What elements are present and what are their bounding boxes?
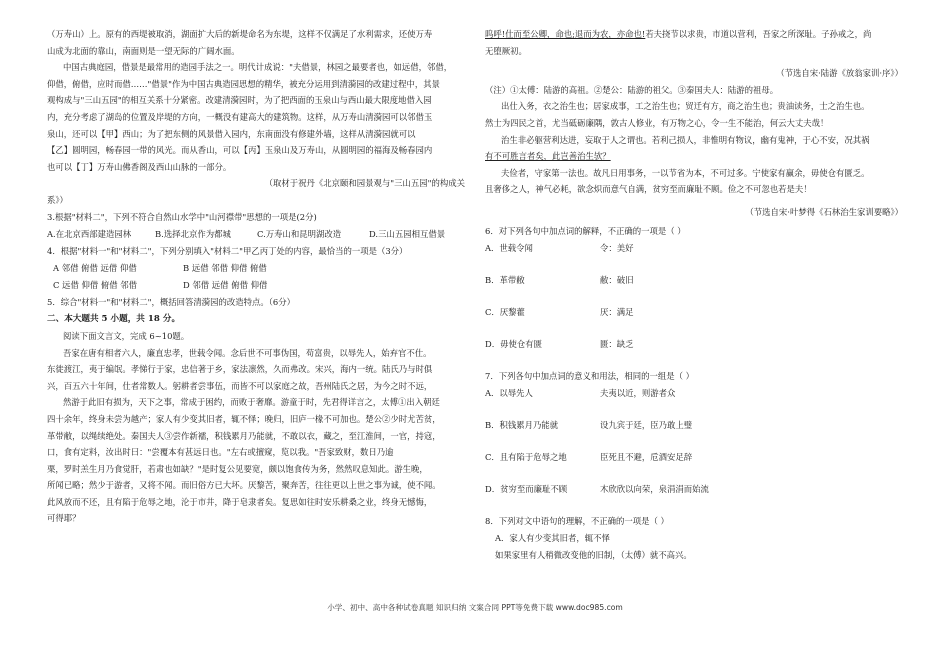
option-compare: 设九宾于廷，臣乃敢上璧 — [600, 419, 693, 430]
option-sentence: C．且有陷于危辱之地 — [485, 451, 567, 462]
option-compare: 木欣欣以向荣，泉涓涓而始流 — [600, 483, 709, 494]
classical-text-line: 四十余年，终身未尝为越产；家人有少变其旧者，辄不怿；晚归，旧庐一椽不可加也。楚公②少时尤苦贫， — [47, 413, 441, 424]
q8-option-a: A．家人有少变其旧者，辄不怿 — [495, 532, 610, 543]
underlined-sentence: 有不可胜言者矣，此岂善治生欤？ — [485, 151, 611, 162]
classical-text-line: 出仕入务，衣之治生也；居家成事，工之治生也；贸迁有方，商之治生也；贵油读务，士之治生也。 — [501, 101, 870, 112]
q7-option-a — [485, 385, 903, 417]
material-text-line: 内，充分考虑了湖岛的位置及岸堤的方向，一概没有建高大的建筑物。这样，从万寿山清漪园可以邻借玉 — [47, 111, 433, 122]
option-a: A.在北京西部建造园林 — [47, 228, 132, 239]
option-sentence: A．世载令闻 — [485, 242, 533, 253]
classical-text-line: 可得耶？ — [47, 513, 81, 524]
passage-source: （节选自宋·叶梦得《石林治生家训要略》） — [745, 206, 903, 217]
material-text-line: 【乙】圆明园，畅春园一带的风光。而从香山，可以【丙】玉泉山及万寿山，从圆明园的福海及畅春园内 — [47, 145, 433, 156]
section-heading: 二、本大题共 5 小题，共 18 分。 — [47, 313, 181, 324]
option-sentence: B．积钱累月乃能就 — [485, 419, 559, 430]
option-explanation: 匮：缺乏 — [600, 338, 634, 349]
classical-text-line: 此风放而不还，且有陷于危辱之地，沦于市井，降于皂隶者矣。复思如往时安乐耕桑之业，终身无憾悔， — [47, 496, 433, 507]
q6-option-b — [485, 272, 903, 304]
annotation-notes: （注）①太傅：陆游的高祖。②楚公：陆游的祖父。③秦国夫人：陆游的祖母。 — [485, 84, 779, 95]
classical-text-line: 东徙渡江，夷于编氓。孝悌行于家，忠信著于乡，家法凛然，久而弗改。宋兴，海内一统。陆氏乃与时俱 — [47, 364, 433, 375]
question-7: 7．下列各句中加点词的意义和用法，相同的一组是（ ） — [485, 370, 694, 381]
question-3: 3.根据"材料二"，下列不符合自然山水学中"山河襟带"思想的一项是(2分) — [47, 211, 317, 222]
q6-option-c — [485, 304, 903, 336]
option-c: C.万寿山和昆明湖改造 — [257, 228, 342, 239]
option-explanation: 敝：破旧 — [600, 274, 634, 285]
reading-instruction: 阅读下面文言文，完成 6~10题。 — [63, 330, 190, 341]
option-c: C 远借 仰借 俯借 邻借 — [53, 279, 138, 290]
option-explanation: 令：美好 — [600, 242, 634, 253]
option-compare: 夫夷以近，则游者众 — [600, 387, 676, 398]
q6-option-d — [485, 336, 903, 368]
question-3-options — [47, 226, 465, 243]
option-sentence: B．革带敝 — [485, 274, 525, 285]
material-text-line: 山成为北面的靠山，南面则是一望无际的广阔水面。 — [47, 45, 240, 56]
q7-option-c — [485, 449, 903, 481]
classical-text-line: 栗，罗时羔生月乃食觉肝，若肃也如缺？"是时复公见要宽，颇以饱食传为务，然然叹息知此。游生晚， — [47, 463, 428, 474]
option-sentence: D．贫穷至而廉耻不顾 — [485, 483, 568, 494]
material-text-line: 观构成与"三山五园"的相互关系十分紧密。改建清漪园时，为了把西面的玉泉山与西山最大限度地借入园 — [47, 95, 432, 106]
q7-option-b — [485, 417, 903, 449]
material-text-line: 仰借，俯借，应时而借……"借景"作为中国古典造园思想的精华，被充分运用到清漪园的改建过程中，其景 — [47, 78, 440, 89]
option-compare: 臣死且不避，卮酒安足辞 — [600, 451, 693, 462]
question-5: 5．综合"材料一"和"材料二"，概括回答清漪园的改造特点。（6分） — [47, 296, 295, 307]
classical-text-line: 吾家在唐有相者六人，廉直忠孝，世载令闻。念后世不可事伪国，苟富贵，以辱先人，始弃官不仕。 — [63, 347, 432, 358]
classical-text-line: 且奢侈之人，神气必耗，欲念炽而意气自满，贫穷至而廉耻不顾。俭之不可忽也若是夫！ — [485, 184, 812, 195]
left-column — [47, 26, 465, 527]
classical-text-line: 然游于此旧有损为，天下之事，常成于困约，而败于奢靡。游童于时，先君得详言之，太傅①出入朝廷 — [63, 397, 440, 408]
classical-text-line: 口，食有定料，汝出时曰："尝覆本有甚远日也。"左右或擅窥，览以我。"吾家致财，数日乃逾 — [47, 447, 394, 458]
option-d: D.三山五园相互借景 — [369, 228, 446, 239]
option-b: B.选择北京作为都城 — [155, 228, 231, 239]
option-sentence: C．厌黎藿 — [485, 306, 525, 317]
question-8: 8．下列对文中语句的理解，不正确的一项是（ ） — [485, 515, 669, 526]
material-source: （取材于祝丹《北京颐和园景观与"三山五园"的构成关 — [264, 178, 465, 189]
classical-text-line: 无堕厥初。 — [485, 45, 527, 56]
classical-text-line: 夫俭者，守家第一法也。故凡日用事务，一以节省为本，不可过多。宁使家有赢余，毋使仓有匮乏。 — [501, 167, 870, 178]
material-text-line: 中国古典庭园，借景是最常用的造园手法之一。明代计成说："夫借景，林园之最要者也，如远借，邻借， — [63, 62, 453, 73]
question-6: 6．对下列各句中加点词的解释，不正确的一项是（ ） — [485, 225, 686, 236]
question-4-options-row1 — [47, 260, 465, 277]
option-d: D 邻借 远借 俯借 仰借 — [183, 279, 268, 290]
q8-option-a-translation: 如果家里有人稍微改变他的旧制，（太傅）就不高兴。 — [495, 549, 692, 560]
classical-text-fragment: 若夫挠节以求贵，市道以营利，吾家之所深耻。子孙戒之，尚 — [645, 29, 872, 39]
underlined-sentence: 呜呼!仕而至公卿，命也;退而为农，亦命也! — [485, 29, 646, 39]
classical-text-line: 治生非必躯营利达进，妄取于人之谓也。若利己损人，非惟明有物议，幽有鬼神，于心不安，况其祸 — [501, 134, 870, 145]
page-footer: 小学、初中、高中各种试卷真题 知识归纳 文案合同 PPT等免费下载 www.doc985.com — [327, 603, 623, 612]
q7-option-d — [485, 481, 903, 513]
material-text-line: 也可以【丁】万寿山佛香阁及西山山脉的一部分。 — [47, 161, 232, 172]
passage-source: （节选自宋·陆游《放翁家训·序》） — [776, 68, 903, 79]
classical-text-line — [485, 26, 903, 43]
material-text-line: （万寿山）上。原有的西堤被取消，湖面扩大后的新堤命名为东堤，这样不仅满足了水利需求，还使万寿 — [47, 29, 433, 39]
option-sentence: D．毋使仓有匮 — [485, 338, 542, 349]
question-4: 4．根据"材料一"和"材料二"，下列分别填入"材料二"甲乙丙丁处的内容，最恰当的一项是（3分） — [47, 245, 408, 256]
option-sentence: A．以辱先人 — [485, 387, 533, 398]
classical-text-line: 革带敝，以绳续绝处。秦国夫人③尝作新襦，积钱累月乃能就，不敢以衣，藏之，至江淮间，一官，持寇， — [47, 430, 441, 441]
q6-option-a — [485, 240, 903, 272]
material-source-cont: 系》） — [47, 194, 68, 205]
classical-text-line: 所闻已略；然少于游者，又将不闻。而旧俗方已大坏。厌黎苦，聚奔苦，往往更以上世之事为诚，使不闻。 — [47, 480, 441, 491]
option-explanation: 厌：满足 — [600, 306, 634, 317]
material-text-line: 泉山，还可以【甲】西山；为了把东侧的风景借入园内，东南面没有修建外墙，这样从清漪园就可以 — [47, 128, 416, 139]
classical-text-line: 兴，百五六十年间，仕者常数人。躬耕者尝事伍，而皆不可以家庭之故，吾州陆氏之居，为今之时不远， — [47, 380, 433, 391]
classical-text-line: 然士为四民之首，尤当砥砺廉隅，敦古人修业，有万物之心，令一生不能治，何云大丈夫哉！ — [485, 117, 829, 128]
question-4-options-row2 — [47, 277, 465, 294]
right-column — [485, 26, 903, 564]
option-a: A 邻借 俯借 远借 仰借 — [53, 262, 137, 273]
option-b: B 远借 邻借 仰借 俯借 — [183, 262, 267, 273]
